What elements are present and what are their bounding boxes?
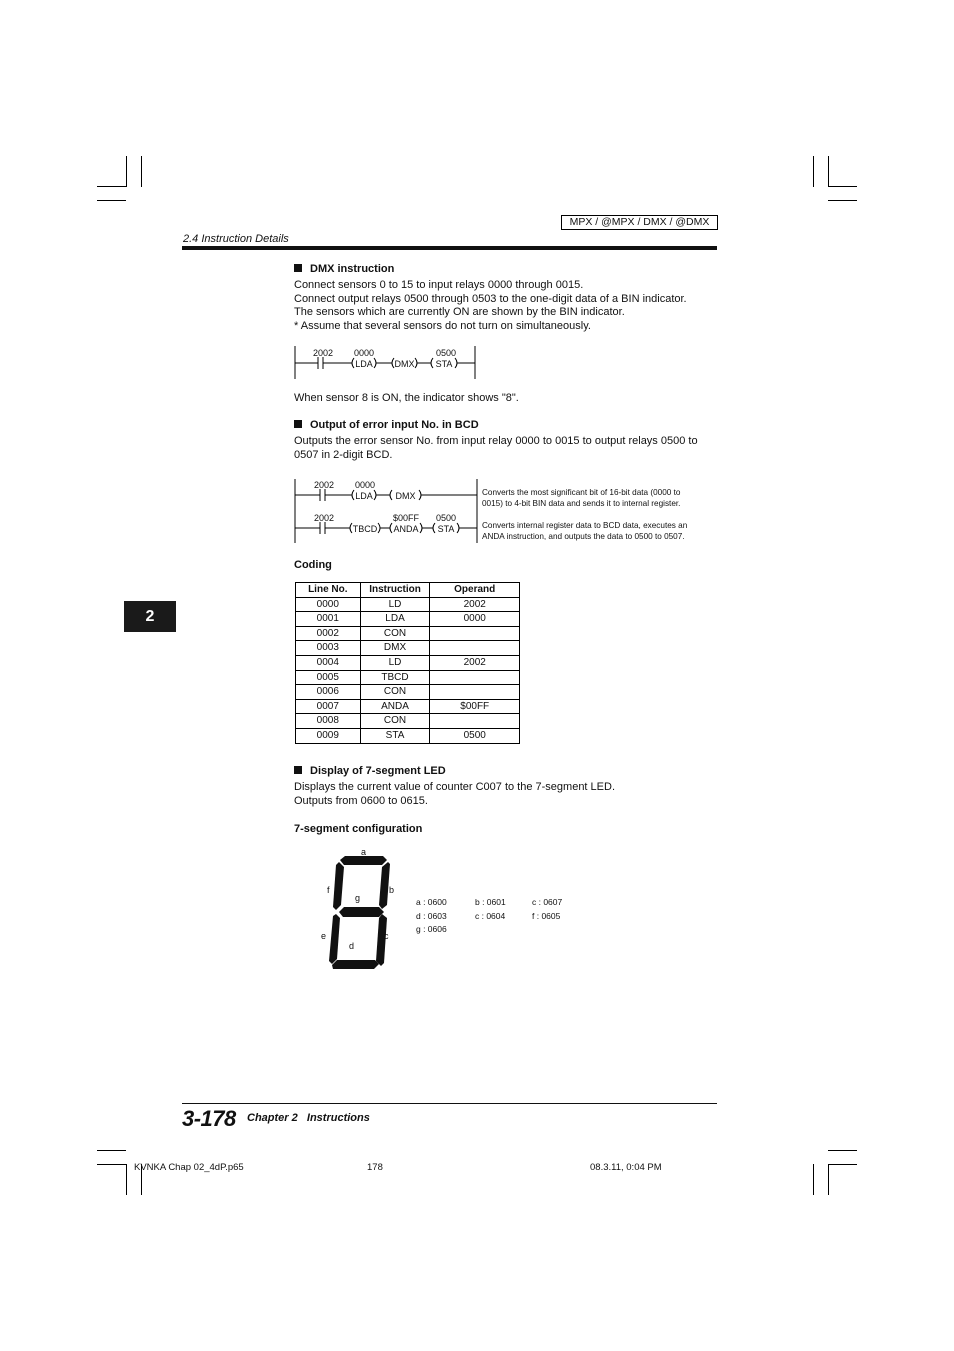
- segment-mapping-row: [416, 896, 562, 910]
- table-cell: DMX: [360, 641, 430, 656]
- bcd-r1-op1-label: 0000: [355, 480, 376, 490]
- seven-segment-diagram: [315, 843, 405, 973]
- dmx-inst-sta: STA: [435, 359, 453, 369]
- table-row: [296, 685, 520, 700]
- table-cell: 0001: [296, 612, 361, 627]
- table-row: [296, 612, 520, 627]
- segment-e: [329, 914, 340, 964]
- mapping-entry: c : 0604: [475, 910, 506, 921]
- bcd-line: Outputs the error sensor No. from input relay 0000 to 0015 to output relays 0500 to: [294, 435, 698, 447]
- table-cell: 0000: [430, 612, 520, 627]
- coding-table: [295, 582, 520, 744]
- slug-date: 08.3.11, 0:04 PM: [590, 1162, 662, 1173]
- dmx-op3-label: 0500: [436, 348, 457, 358]
- dmx-line: The sensors which are currently ON are shown by the BIN indicator.: [294, 306, 625, 318]
- bullet-square-icon: [294, 766, 302, 774]
- table-cell: 2002: [430, 655, 520, 670]
- table-cell: LD: [360, 655, 430, 670]
- segment-label-a: a: [361, 847, 367, 857]
- dmx-description: [294, 279, 724, 333]
- model-badge-text: MPX / @MPX / DMX / @DMX: [569, 216, 710, 228]
- table-cell: 0002: [296, 626, 361, 641]
- bcd-note-line: ANDA instruction, and outputs the data to 0500 to 0507.: [482, 532, 685, 541]
- table-cell: CON: [360, 626, 430, 641]
- bcd-r2-contact-label: 2002: [314, 513, 335, 523]
- dmx-heading: [294, 262, 394, 276]
- segment-label-b: b: [389, 885, 395, 895]
- dmx-heading-text: DMX instruction: [310, 263, 395, 275]
- table-cell: 0500: [430, 728, 520, 743]
- bcd-r2-op3-label: 0500: [436, 513, 457, 523]
- segment-mapping-row: [416, 923, 562, 937]
- table-cell: [430, 685, 520, 700]
- bullet-square-icon: [294, 264, 302, 272]
- table-cell: LD: [360, 597, 430, 612]
- mapping-entry: d : 0603: [416, 910, 447, 921]
- table-row: [296, 626, 520, 641]
- bcd-ladder-diagram: [290, 476, 485, 546]
- bcd-note-1: [482, 487, 680, 509]
- coding-title: Coding: [294, 559, 332, 571]
- table-cell: $00FF: [430, 699, 520, 714]
- bcd-note-2: [482, 520, 687, 542]
- table-row: [296, 641, 520, 656]
- bcd-heading: [294, 418, 479, 432]
- table-row: [296, 699, 520, 714]
- bcd-r1-contact-label: 2002: [314, 480, 335, 490]
- section-title: 2.4 Instruction Details: [183, 233, 289, 245]
- table-cell: [430, 670, 520, 685]
- table-cell: 0003: [296, 641, 361, 656]
- dmx-line: * Assume that several sensors do not turn on simultaneously.: [294, 319, 591, 332]
- bcd-r2-inst-tbcd: TBCD: [352, 524, 378, 534]
- led-line: Displays the current value of counter C007 to the 7-segment LED.: [294, 781, 616, 793]
- table-cell: 0000: [296, 597, 361, 612]
- table-cell: 0005: [296, 670, 361, 685]
- mapping-entry: c : 0607: [532, 897, 563, 907]
- segment-mapping-row: [416, 910, 562, 924]
- bcd-description: [294, 435, 724, 462]
- table-cell: 2002: [430, 597, 520, 612]
- table-row: [296, 714, 520, 729]
- led-description: [294, 781, 724, 808]
- segment-mapping: [416, 896, 562, 937]
- segment-g: [339, 907, 384, 917]
- bcd-line: 0507 in 2-digit BCD.: [294, 448, 393, 461]
- dmx-ladder-diagram: [290, 342, 480, 382]
- table-cell: STA: [360, 728, 430, 743]
- dmx-result: When sensor 8 is ON, the indicator shows "8".: [294, 392, 519, 404]
- column-header: Line No.: [296, 583, 361, 598]
- bcd-heading-text: Output of error input No. in BCD: [310, 419, 479, 431]
- table-row: [296, 670, 520, 685]
- table-cell: LDA: [360, 612, 430, 627]
- bcd-r2-inst-sta: STA: [437, 524, 455, 534]
- table-cell: ANDA: [360, 699, 430, 714]
- segment-label-g: g: [355, 893, 361, 903]
- table-header-row: [296, 583, 520, 598]
- bcd-r1-inst-dmx: DMX: [395, 491, 416, 501]
- segment-label-e: e: [321, 931, 327, 941]
- table-cell: 0007: [296, 699, 361, 714]
- chapter-tab: [124, 601, 176, 632]
- segment-label-f: f: [327, 885, 330, 895]
- dmx-inst-lda: LDA: [355, 359, 373, 369]
- segment-a: [340, 856, 387, 865]
- segment-config-title: 7-segment configuration: [294, 823, 423, 835]
- mapping-entry: a : 0600: [416, 897, 447, 907]
- bcd-note-line: Converts internal register data to BCD data, executes an: [482, 521, 688, 530]
- column-header: Instruction: [360, 583, 430, 598]
- mapping-entry: f : 0605: [532, 910, 561, 921]
- table-row: [296, 728, 520, 743]
- table-cell: [430, 714, 520, 729]
- table-cell: CON: [360, 714, 430, 729]
- dmx-line: Connect output relays 0500 through 0503 to the one-digit data of a BIN indicator.: [294, 292, 687, 305]
- bcd-note-line: Converts the most significant bit of 16-bit data (0000 to: [482, 488, 681, 497]
- table-cell: 0009: [296, 728, 361, 743]
- bullet-square-icon: [294, 420, 302, 428]
- dmx-contact-label: 2002: [313, 348, 334, 358]
- header-rule: [182, 246, 717, 250]
- table-cell: [430, 626, 520, 641]
- table-row: [296, 655, 520, 670]
- table-cell: 0004: [296, 655, 361, 670]
- bcd-r1-inst-lda: LDA: [355, 491, 373, 501]
- dmx-inst-dmx: DMX: [394, 359, 415, 369]
- segment-d: [332, 960, 379, 969]
- bcd-r2-inst-anda: ANDA: [393, 524, 419, 534]
- segment-label-c: c: [384, 931, 389, 941]
- dmx-line: Connect sensors 0 to 15 to input relays 0000 through 0015.: [294, 279, 584, 291]
- table-cell: 0006: [296, 685, 361, 700]
- led-heading-text: Display of 7-segment LED: [310, 765, 446, 777]
- footer-chapter: Chapter 2 Instructions: [247, 1112, 370, 1124]
- bcd-note-line: 0015) to 4-bit BIN data and sends it to internal register.: [482, 499, 681, 508]
- column-header: Operand: [430, 583, 520, 598]
- segment-f: [333, 862, 344, 910]
- mapping-entry: g : 0606: [416, 924, 447, 934]
- led-heading: [294, 764, 446, 778]
- model-badge: [561, 215, 718, 230]
- mapping-entry: b : 0601: [475, 897, 506, 907]
- table-row: [296, 597, 520, 612]
- chapter-tab-number: 2: [145, 608, 155, 625]
- table-cell: 0008: [296, 714, 361, 729]
- table-cell: [430, 641, 520, 656]
- led-line: Outputs from 0600 to 0615.: [294, 794, 428, 807]
- bcd-r2-op2-label: $00FF: [393, 513, 420, 523]
- page-number: 3-178: [182, 1106, 236, 1131]
- table-cell: TBCD: [360, 670, 430, 685]
- slug-file: KVNKA Chap 02_4dP.p65: [134, 1162, 244, 1173]
- segment-label-d: d: [349, 941, 355, 951]
- slug-page: 178: [367, 1162, 383, 1173]
- footer-rule: [182, 1103, 717, 1104]
- dmx-op1-label: 0000: [354, 348, 375, 358]
- table-cell: CON: [360, 685, 430, 700]
